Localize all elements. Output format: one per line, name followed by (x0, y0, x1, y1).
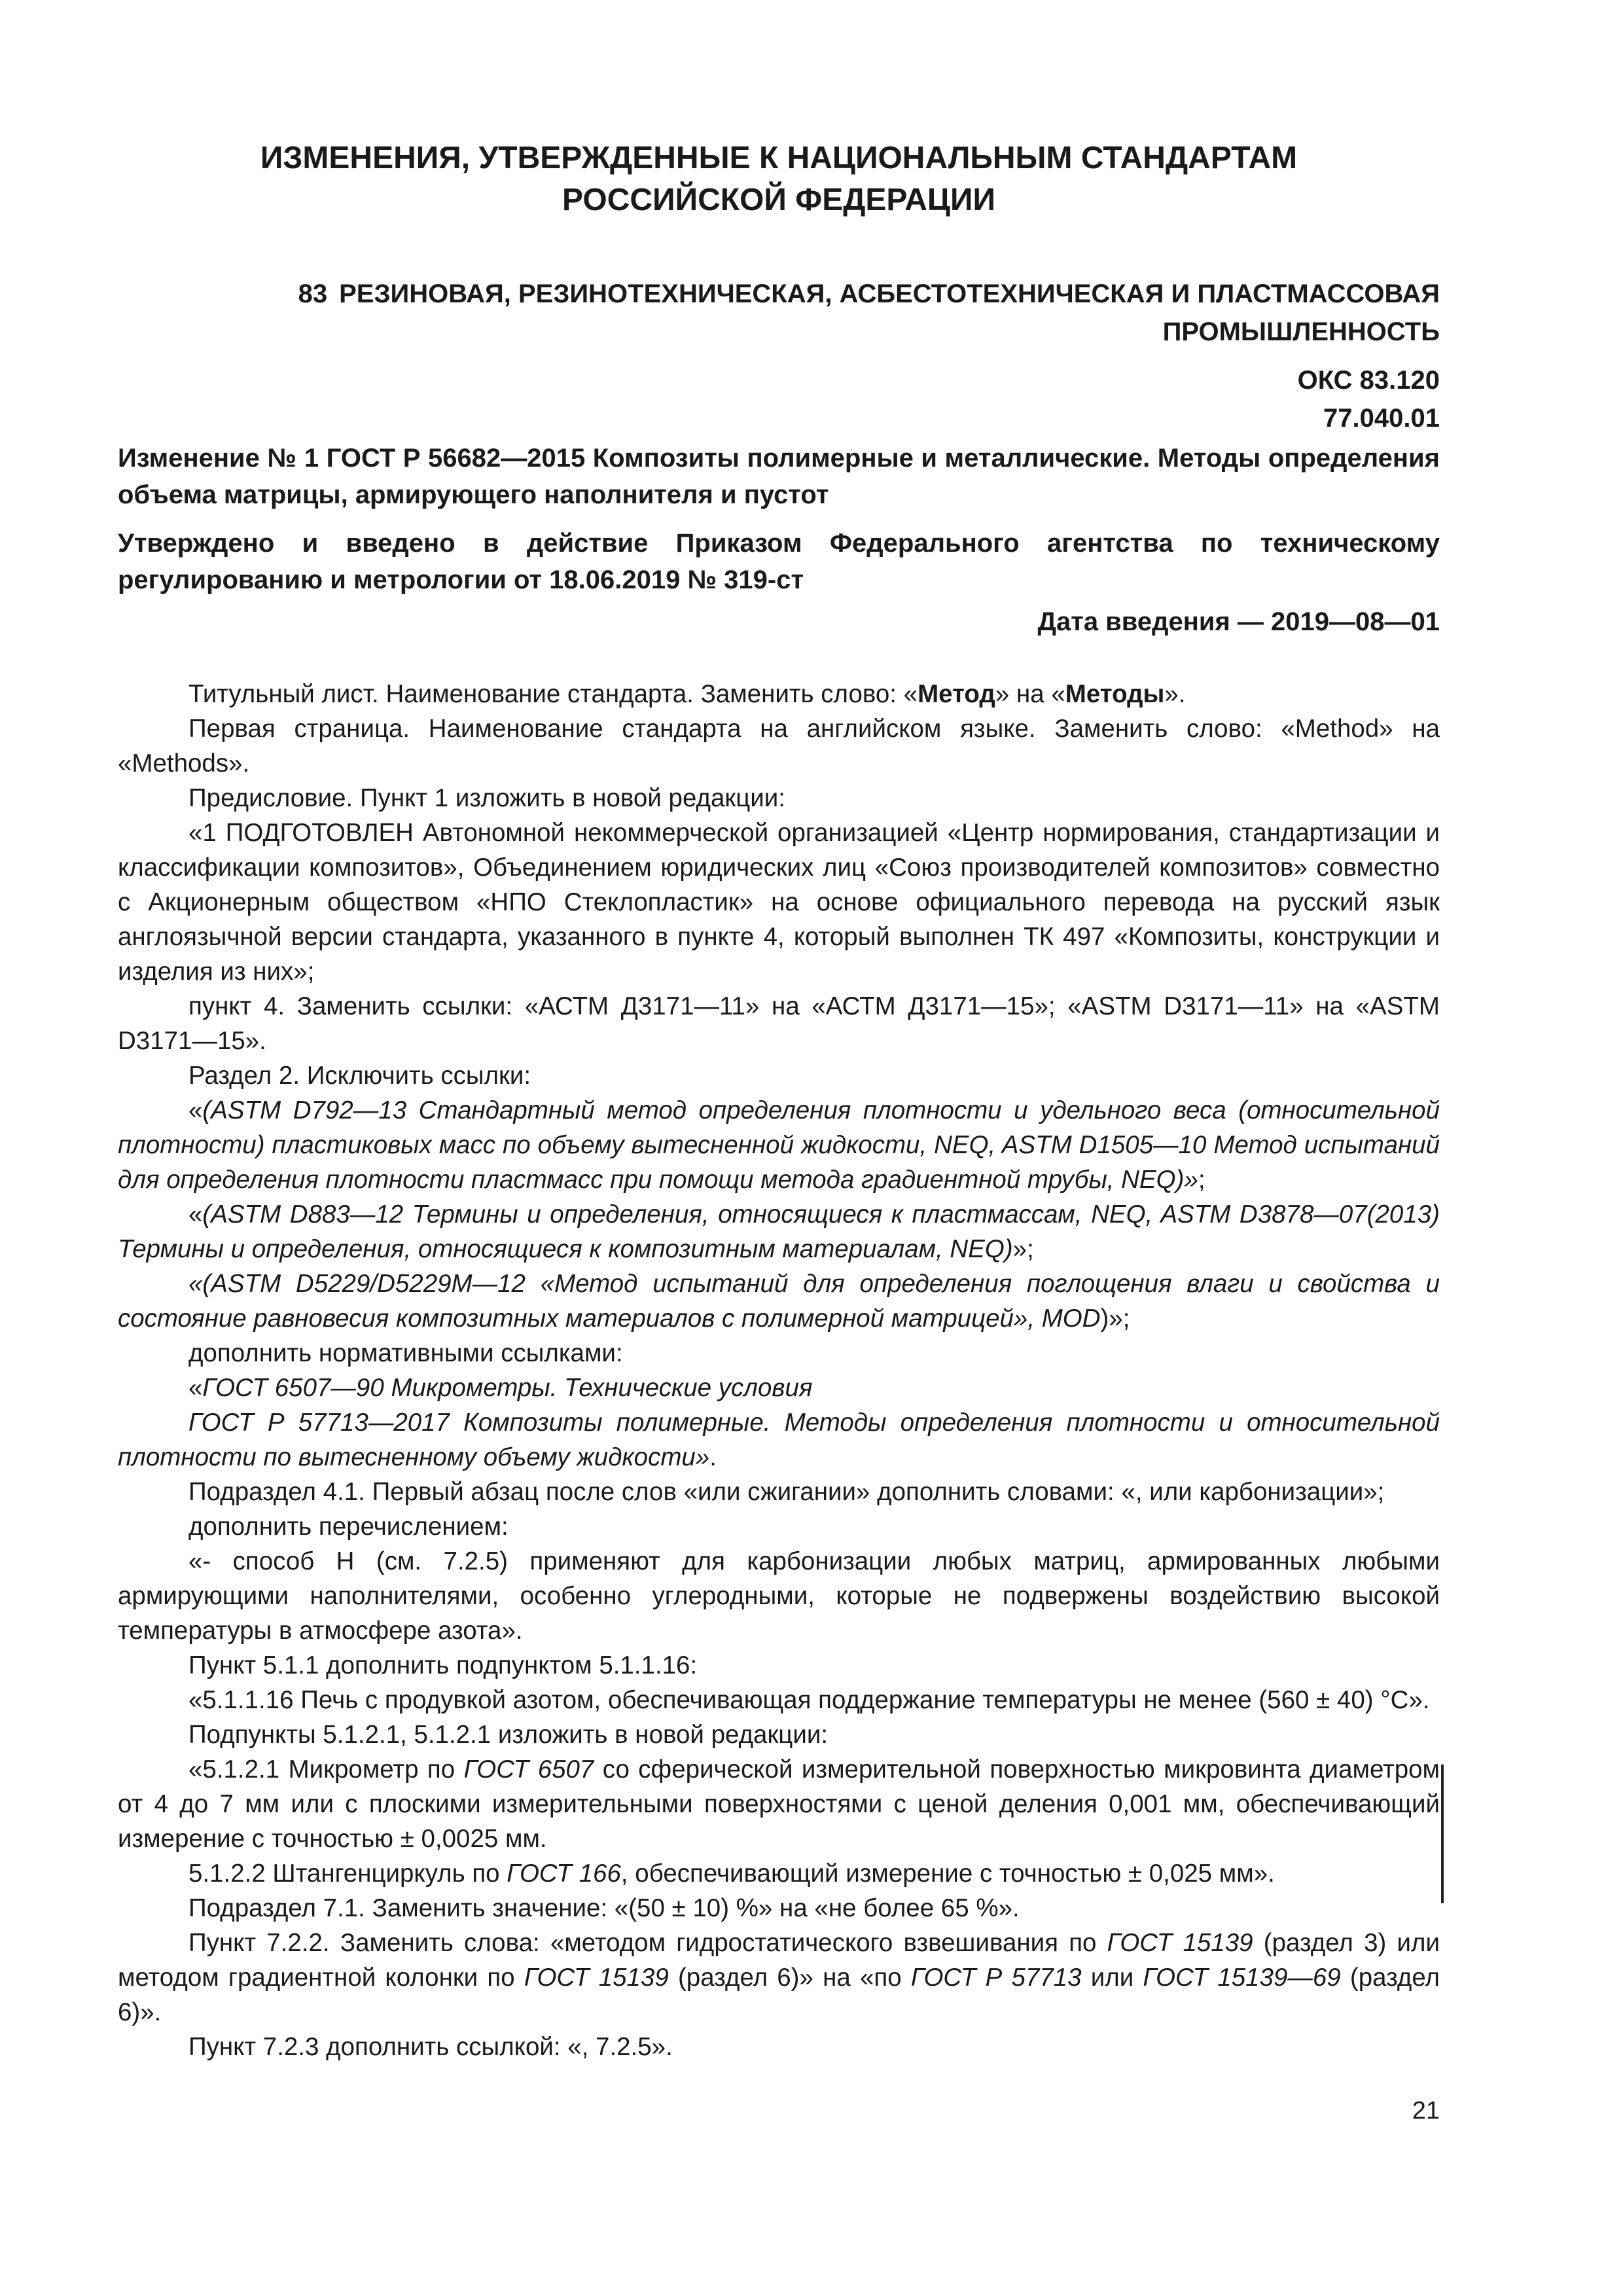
section-title-line-2: ПРОМЫШЛЕННОСТЬ (1162, 317, 1440, 346)
paragraph: Подраздел 4.1. Первый абзац после слов «или сжигании» дополнить словами: «, или карбонизации»; (188, 1478, 1385, 1506)
paragraph: «- способ Н (см. 7.2.5) применяют для карбонизации любых матриц, армированных любыми армирующими наполнителями, особенно углеродными, которые не подвержены воздействию высокой температуры в атмосфере азота». (118, 1547, 1440, 1645)
oks-code-1: ОКС 83.120 (1297, 366, 1440, 395)
section-number: 83 (298, 279, 328, 308)
oks-code-2: 77.040.01 (1323, 404, 1440, 433)
paragraph: «(ASTM D883—12 Термины и определения, относящиеся к пластмассам, NEQ, ASTM D3878—07(2013) Термины и определения, относящиеся к композитным материалам, NEQ)»; (118, 1200, 1440, 1263)
paragraph: дополнить нормативными ссылками: (188, 1339, 623, 1367)
paragraph: дополнить перечислением: (188, 1513, 508, 1541)
paragraph: «1 ПОДГОТОВЛЕН Автономной некоммерческой организацией «Центр нормирования, стандартизации и классификации композитов», Объединением юридических лиц «Союз производителей композитов» совместно с Акционерным обществом «НПО Стеклопластик» на основе официального перевода на русский язык англоязычной версии стандарта, указанного в пункте 4, который выполнен ТК 497 «Композиты, конструкции и изделия из них»; (118, 819, 1440, 986)
paragraph: «5.1.2.1 Микрометр по ГОСТ 6507 со сферической измерительной поверхностью микровинта диаметром от 4 до 7 мм или с плоскими измерительными поверхностями с ценой деления 0,001 мм, обеспечивающий измерение с точностью ± 0,0025 мм. (118, 1755, 1440, 1853)
paragraph: «5.1.1.16 Печь с продувкой азотом, обеспечивающая поддержание температуры не менее (560 ± 40) °С». (188, 1686, 1430, 1714)
paragraph: «(ASTM D792—13 Стандартный метод определения плотности и удельного веса (относительной плотности) пластиковых масс по объему вытесненной жидкости, NEQ, ASTM D1505—10 Метод испытаний для определения плотности пластмасс при помощи метода градиентной трубы, NEQ)»; (118, 1096, 1440, 1194)
paragraph: Раздел 2. Исключить ссылки: (188, 1062, 531, 1090)
title-line-1: ИЗМЕНЕНИЯ, УТВЕРЖДЕННЫЕ К НАЦИОНАЛЬНЫМ СТАНДАРТАМ (260, 141, 1298, 175)
page-title (118, 137, 1440, 221)
paragraph: Подпункты 5.1.2.1, 5.1.2.1 изложить в новой редакции: (188, 1721, 829, 1749)
paragraph: пункт 4. Заменить ссылки: «АСТМ Д3171—11» на «АСТМ Д3171—15»; «ASTM D3171—11» на «ASTM D3171—15». (118, 992, 1440, 1055)
paragraph: Пункт 7.2.2. Заменить слова: «методом гидростатического взвешивания по ГОСТ 15139 (раздел 3) или методом градиентной колонки по ГОСТ 15139 (раздел 6)» на «по ГОСТ Р 57713 или ГОСТ 15139—69 (раздел 6)». (118, 1929, 1440, 2026)
paragraph: «ГОСТ 6507—90 Микрометры. Технические условия (188, 1374, 813, 1402)
paragraph: Предисловие. Пункт 1 изложить в новой редакции: (188, 784, 786, 812)
introduction-date: Дата введения — 2019—08—01 (1037, 607, 1440, 636)
paragraph: Пункт 7.2.3 дополнить ссылкой: «, 7.2.5». (188, 2033, 673, 2061)
paragraph: «(ASTM D5229/D5229M—12 «Метод испытаний для определения поглощения влаги и свойства и состояние равновесия композитных материалов с полимерной матрицей», MOD)»; (118, 1270, 1440, 1333)
title-line-2: РОССИЙСКОЙ ФЕДЕРАЦИИ (562, 183, 995, 217)
approval-statement: Утверждено и введено в действие Приказом Федерального агентства по техническому регулированию и метрологии от 18.06.2019 № 319-ст (118, 529, 1440, 594)
paragraph: Подраздел 7.1. Заменить значение: «(50 ± 10) %» на «не более 65 %». (188, 1894, 1020, 1922)
amendment-body (118, 677, 1440, 2064)
page-number: 21 (1412, 2097, 1440, 2125)
oks-codes (1298, 361, 1440, 437)
document-page (118, 0, 1440, 2296)
paragraph: ГОСТ Р 57713—2017 Композиты полимерные. Методы определения плотности и относительной плотности по вытесненному объему жидкости». (118, 1408, 1440, 1471)
paragraph: Первая страница. Наименование стандарта на английском языке. Заменить слово: «Method» на «Methods». (118, 715, 1440, 778)
paragraph: Пункт 5.1.1 дополнить подпунктом 5.1.1.16: (188, 1651, 698, 1679)
section-heading (118, 275, 1440, 351)
amendment-title: Изменение № 1 ГОСТ Р 56682—2015 Композиты полимерные и металлические. Методы определения объема матрицы, армирующего наполнителя и пустот (118, 444, 1440, 509)
paragraph: 5.1.2.2 Штангенциркуль по ГОСТ 166, обеспечивающий измерение с точностью ± 0,025 мм». (188, 1859, 1275, 1888)
revision-change-bar (1441, 1765, 1444, 1903)
section-title-line-1: РЕЗИНОВАЯ, РЕЗИНОТЕХНИЧЕСКАЯ, АСБЕСТОТЕХНИЧЕСКАЯ И ПЛАСТМАССОВАЯ (339, 279, 1440, 308)
paragraph: Титульный лист. Наименование стандарта. Заменить слово: «Метод» на «Методы». (188, 680, 1186, 708)
